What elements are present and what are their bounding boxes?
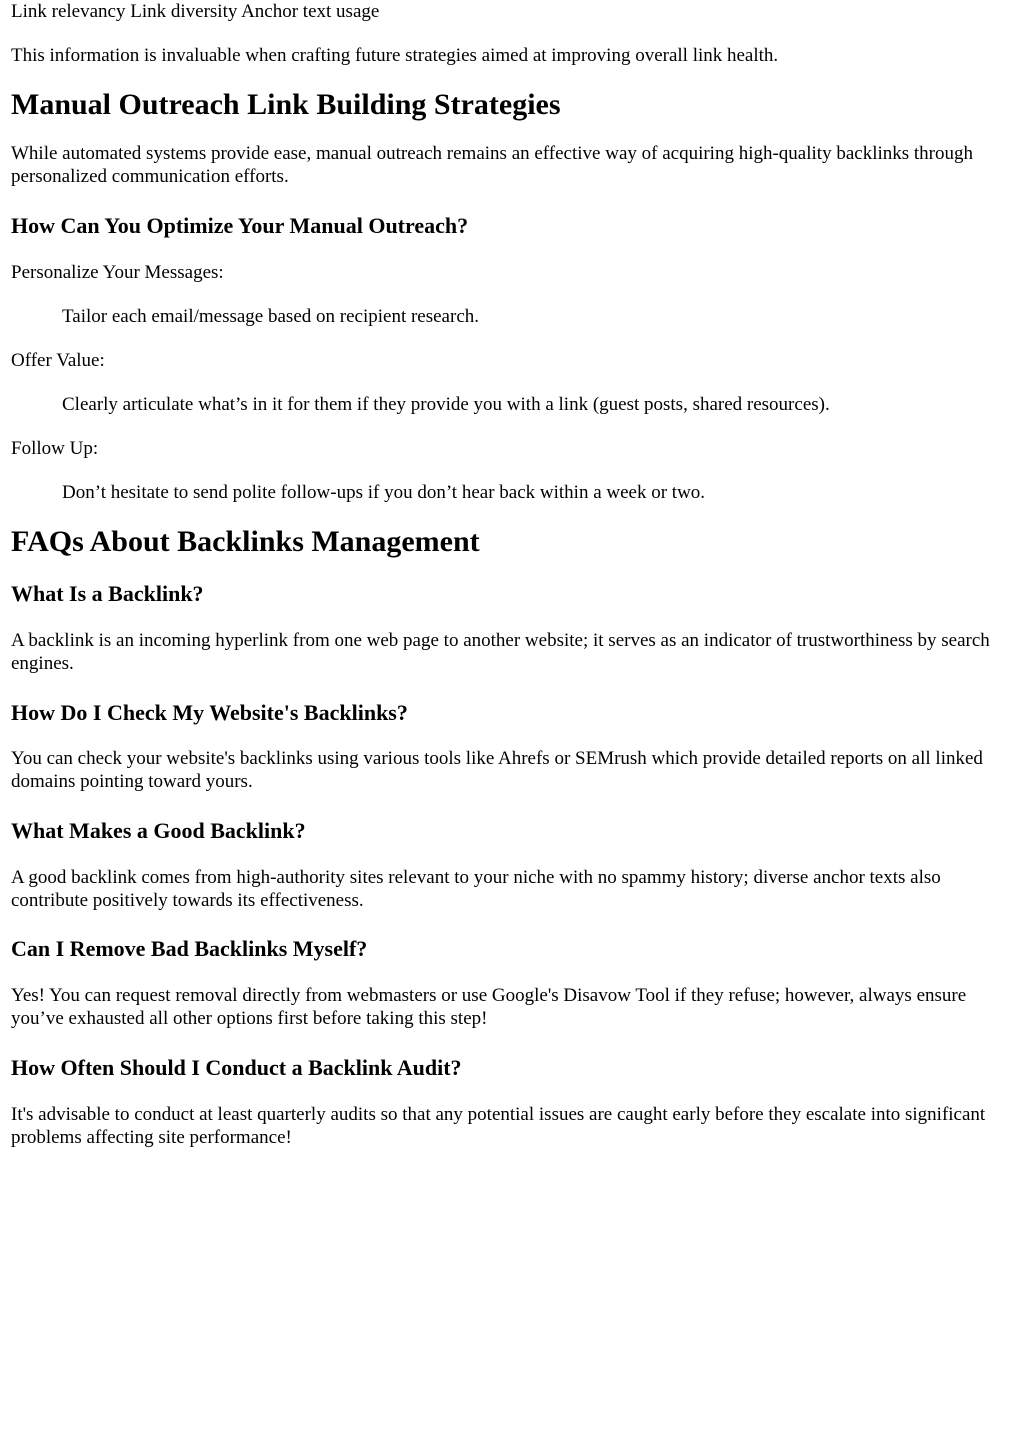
faq-answer: Yes! You can request removal directly from webmasters or use Google's Disavow Tool if they refuse; however, always ensure you’ve exhausted all other options first before taking this step! (11, 985, 967, 1029)
outreach-term: Offer Value: (11, 350, 105, 371)
link-term: Link relevancy (11, 1, 126, 22)
outreach-term: Follow Up: (11, 438, 99, 459)
intro-closing: This information is invaluable when crafting future strategies aimed at improving overall link health. (11, 45, 779, 66)
link-term: Anchor text usage (241, 1, 380, 22)
faq-answer: A good backlink comes from high-authority sites relevant to your niche with no spammy history; diverse anchor texts also contribute positively towards its effectiveness. (11, 867, 941, 911)
faq-question: Can I Remove Bad Backlinks Myself? (11, 936, 368, 961)
link-factors-line (11, 0, 1015, 23)
faq-question: How Do I Check My Website's Backlinks? (11, 700, 408, 725)
faq-answer: It's advisable to conduct at least quarterly audits so that any potential issues are caught early before they escalate into significant problems affecting site performance! (11, 1104, 986, 1148)
outreach-paragraph: While automated systems provide ease, manual outreach remains an effective way of acquiring high-quality backlinks through personalized communication efforts. (11, 143, 974, 187)
outreach-term: Personalize Your Messages: (11, 262, 224, 283)
faq-question: What Makes a Good Backlink? (11, 818, 306, 843)
outreach-subheading: How Can You Optimize Your Manual Outreach? (11, 213, 469, 238)
faq-answer: You can check your website's backlinks using various tools like Ahrefs or SEMrush which provide detailed reports on all linked domains pointing toward yours. (11, 748, 983, 792)
outreach-detail: Tailor each email/message based on recipient research. (62, 306, 479, 327)
faq-answer: A backlink is an incoming hyperlink from one web page to another website; it serves as an indicator of trustworthiness by search engines. (11, 630, 990, 674)
outreach-heading: Manual Outreach Link Building Strategies (11, 88, 561, 121)
faqs-heading: FAQs About Backlinks Management (11, 525, 480, 558)
link-term: Link diversity (130, 1, 238, 22)
outreach-detail: Don’t hesitate to send polite follow-ups if you don’t hear back within a week or two. (62, 482, 706, 503)
faq-question: What Is a Backlink? (11, 581, 204, 606)
outreach-detail: Clearly articulate what’s in it for them if they provide you with a link (guest posts, shared resources). (62, 394, 830, 415)
faq-question: How Often Should I Conduct a Backlink Audit? (11, 1055, 462, 1080)
